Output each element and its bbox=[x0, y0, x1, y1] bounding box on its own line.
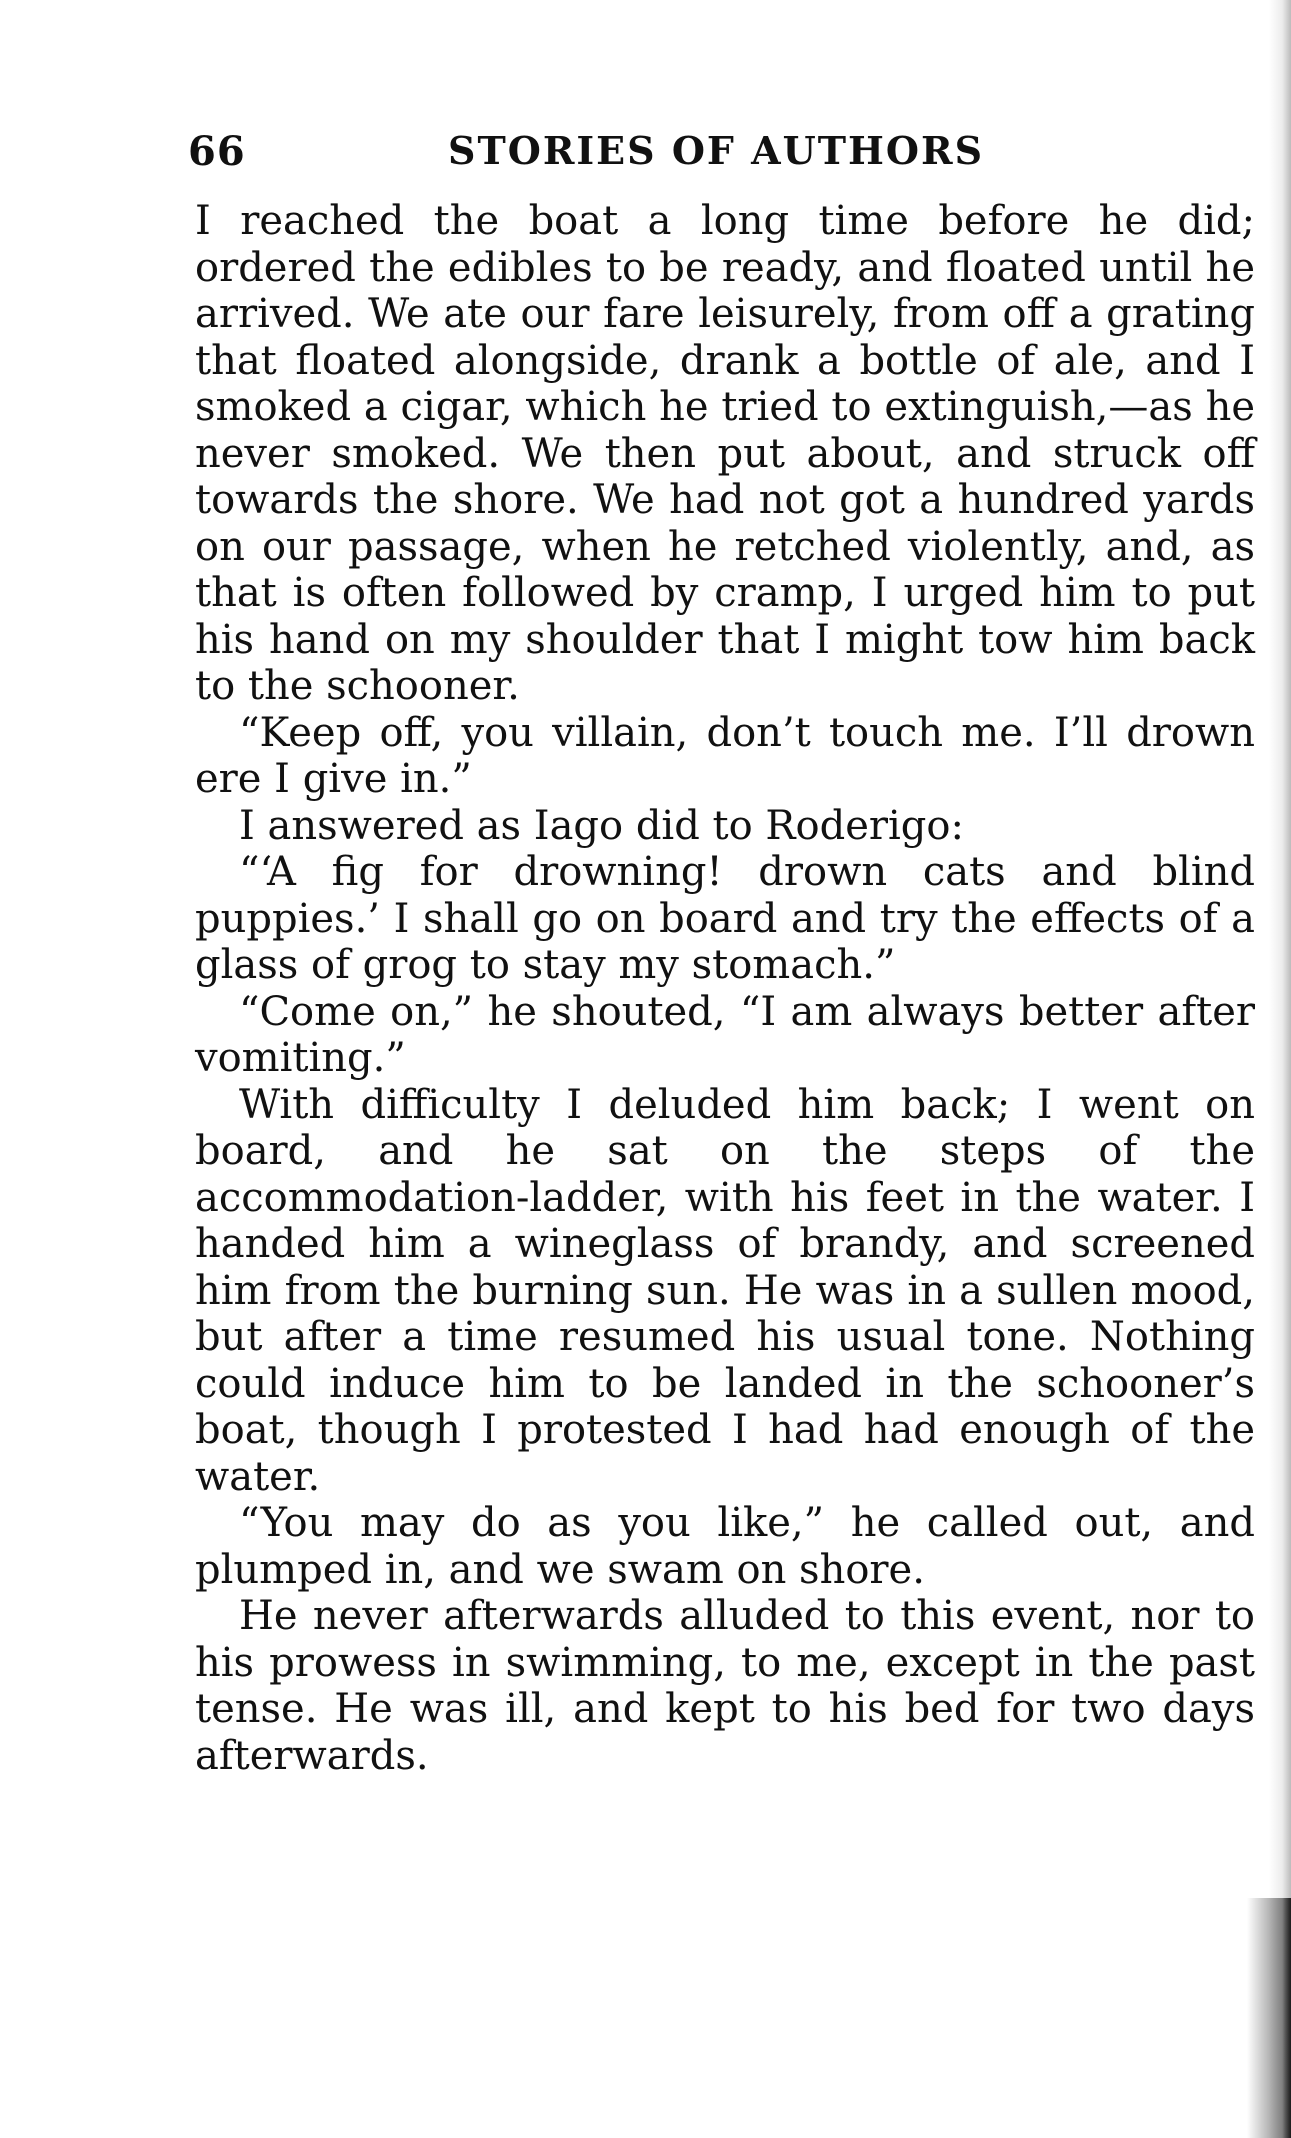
paragraph: I reached the boat a long time before he did; ordered the edibles to be ready, and floated until he arrived. We ate our fare leisurely, from off a grating that floated alongside, drank a bottle of ale, and I smoked a cigar, which he tried to extinguish,—as he never smoked. We then put about, and struck off towards the shore. We had not got a hundred yards on our passage, when he retched violently, and, as that is often followed by cramp, I urged him to put his hand on my shoulder that I might tow him back to the schooner. bbox=[195, 198, 1255, 709]
page-corner-shadow bbox=[1247, 1898, 1291, 2138]
running-title: STORIES OF AUTHORS bbox=[448, 128, 985, 173]
paragraph: He never afterwards alluded to this event, nor to his prowess in swimming, to me, except in the past tense. He was ill, and kept to his bed for two days afterwards. bbox=[195, 1593, 1255, 1779]
body-text bbox=[195, 198, 1255, 1779]
paragraph: “You may do as you like,” he called out, and plumped in, and we swam on shore. bbox=[195, 1500, 1255, 1593]
paragraph: “Come on,” he shouted, “I am always better after vomiting.” bbox=[195, 988, 1255, 1081]
paragraph: “Keep off, you villain, don’t touch me. I’ll drown ere I give in.” bbox=[195, 709, 1255, 802]
page-edge-shadow bbox=[1269, 0, 1291, 2138]
paragraph: “‘A fig for drowning! drown cats and blind puppies.’ I shall go on board and try the effects of a glass of grog to stay my stomach.” bbox=[195, 849, 1255, 988]
paragraph: I answered as Iago did to Roderigo: bbox=[239, 802, 964, 849]
page-header bbox=[188, 128, 1258, 184]
page-number: 66 bbox=[188, 128, 246, 175]
paragraph: With difficulty I deluded him back; I went on board, and he sat on the steps of the accommodation-ladder, with his feet in the water. I handed him a wineglass of brandy, and screened him from the burning sun. He was in a sullen mood, but after a time resumed his usual tone. Nothing could induce him to be landed in the schooner’s boat, though I protested I had had enough of the water. bbox=[195, 1081, 1255, 1500]
